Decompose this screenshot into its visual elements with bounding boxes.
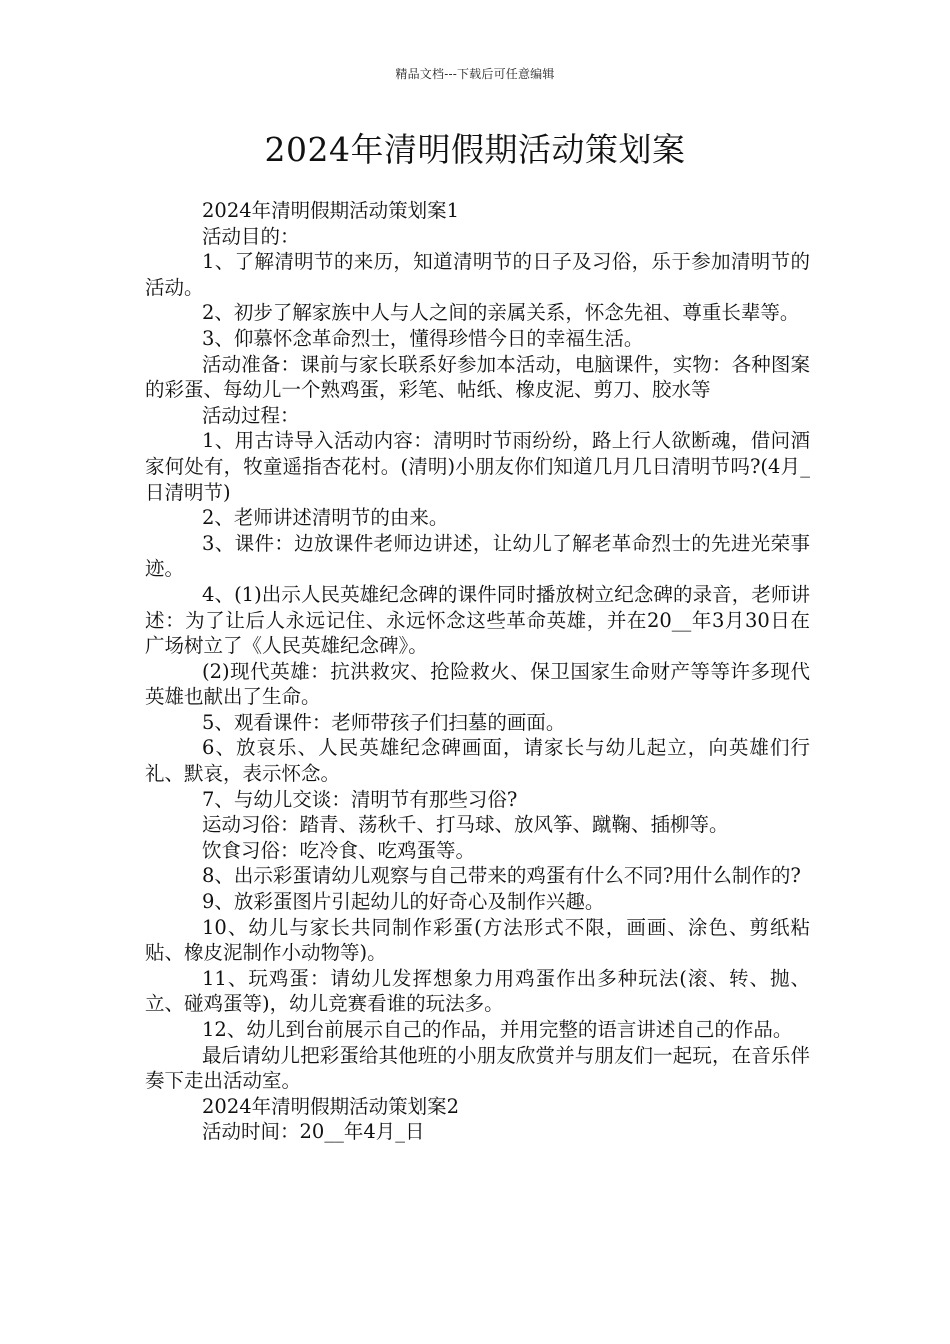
paragraph-step-3: 3、课件：边放课件老师边讲述，让幼儿了解老革命烈士的先进光荣事迹。	[145, 531, 810, 581]
paragraph-food-customs: 饮食习俗：吃冷食、吃鸡蛋等。	[202, 838, 476, 862]
paragraph-plan-2-heading: 2024年清明假期活动策划案2	[202, 1094, 460, 1118]
paragraph-step-7: 7、与幼儿交谈：清明节有那些习俗?	[202, 787, 518, 811]
document-body	[145, 198, 810, 1145]
paragraph-goal-1: 1、了解清明节的来历，知道清明节的日子及习俗，乐于参加清明节的活动。	[145, 250, 810, 299]
paragraph-step-12: 12、幼儿到台前展示自己的作品，并用完整的语言讲述自己的作品。	[202, 1018, 793, 1041]
paragraph-step-10: 10、幼儿与家长共同制作彩蛋(方法形式不限，画画、涂色、剪纸粘贴、橡皮泥制作小动物等)。	[145, 915, 810, 965]
paragraph-step-2: 2、老师讲述清明节的由来。	[202, 506, 449, 530]
paragraph-process-heading: 活动过程：	[202, 403, 300, 427]
paragraph-closing: 最后请幼儿把彩蛋给其他班的小朋友欣赏并与朋友们一起玩，在音乐伴奏下走出活动室。	[145, 1043, 810, 1093]
paragraph-goal-2: 2、初步了解家族中人与人之间的亲属关系，怀念先祖、尊重长辈等。	[202, 301, 800, 325]
paragraph-step-8: 8、出示彩蛋请幼儿观察与自己带来的鸡蛋有什么不同?用什么制作的?	[202, 864, 801, 888]
paragraph-goal-3: 3、仰慕怀念革命烈士，懂得珍惜今日的幸福生活。	[202, 326, 644, 350]
paragraph-sports-customs: 运动习俗：踏青、荡秋千、打马球、放风筝、蹴鞠、插柳等。	[202, 813, 729, 837]
document-title: 2024年清明假期活动策划案	[264, 130, 686, 169]
paragraph-step-9: 9、放彩蛋图片引起幼儿的好奇心及制作兴趣。	[202, 890, 605, 914]
paragraph-step-11: 11、玩鸡蛋：请幼儿发挥想象力用鸡蛋作出多种玩法(滚、转、抛、立、碰鸡蛋等)，幼儿竞赛看谁的玩法多。	[145, 966, 810, 1016]
paragraph-plan-1-heading: 2024年清明假期活动策划案1	[202, 199, 460, 222]
paragraph-step-5: 5、观看课件：老师带孩子们扫墓的画面。	[202, 710, 566, 734]
paragraph-step-1: 1、用古诗导入活动内容：清明时节雨纷纷，路上行人欲断魂，借问酒家何处有，牧童遥指杏花村。(清明)小朋友你们知道几月几日清明节吗?(4月_日清明节)	[145, 429, 810, 504]
paragraph-step-4-2: (2)现代英雄：抗洪救灾、抢险救火、保卫国家生命财产等等许多现代英雄也献出了生命。	[145, 659, 810, 709]
header-note: 精品文档---下载后可任意编辑	[395, 67, 555, 81]
paragraph-activity-time: 活动时间：20__年4月_日	[202, 1120, 425, 1144]
paragraph-step-6: 6、放哀乐、人民英雄纪念碑画面，请家长与幼儿起立，向英雄们行礼、默哀，表示怀念。	[145, 736, 810, 786]
paragraph-goals-heading: 活动目的：	[202, 224, 300, 248]
paragraph-step-4-1: 4、(1)出示人民英雄纪念碑的课件同时播放树立纪念碑的录音，老师讲述：为了让后人永远记住、永远怀念这些革命英雄，并在20__年3月30日在广场树立了《人民英雄纪念碑》。	[145, 582, 810, 658]
paragraph-preparation: 活动准备：课前与家长联系好参加本活动，电脑课件，实物：各种图案的彩蛋、每幼儿一个熟鸡蛋，彩笔、帖纸、橡皮泥、剪刀、胶水等	[145, 352, 810, 402]
